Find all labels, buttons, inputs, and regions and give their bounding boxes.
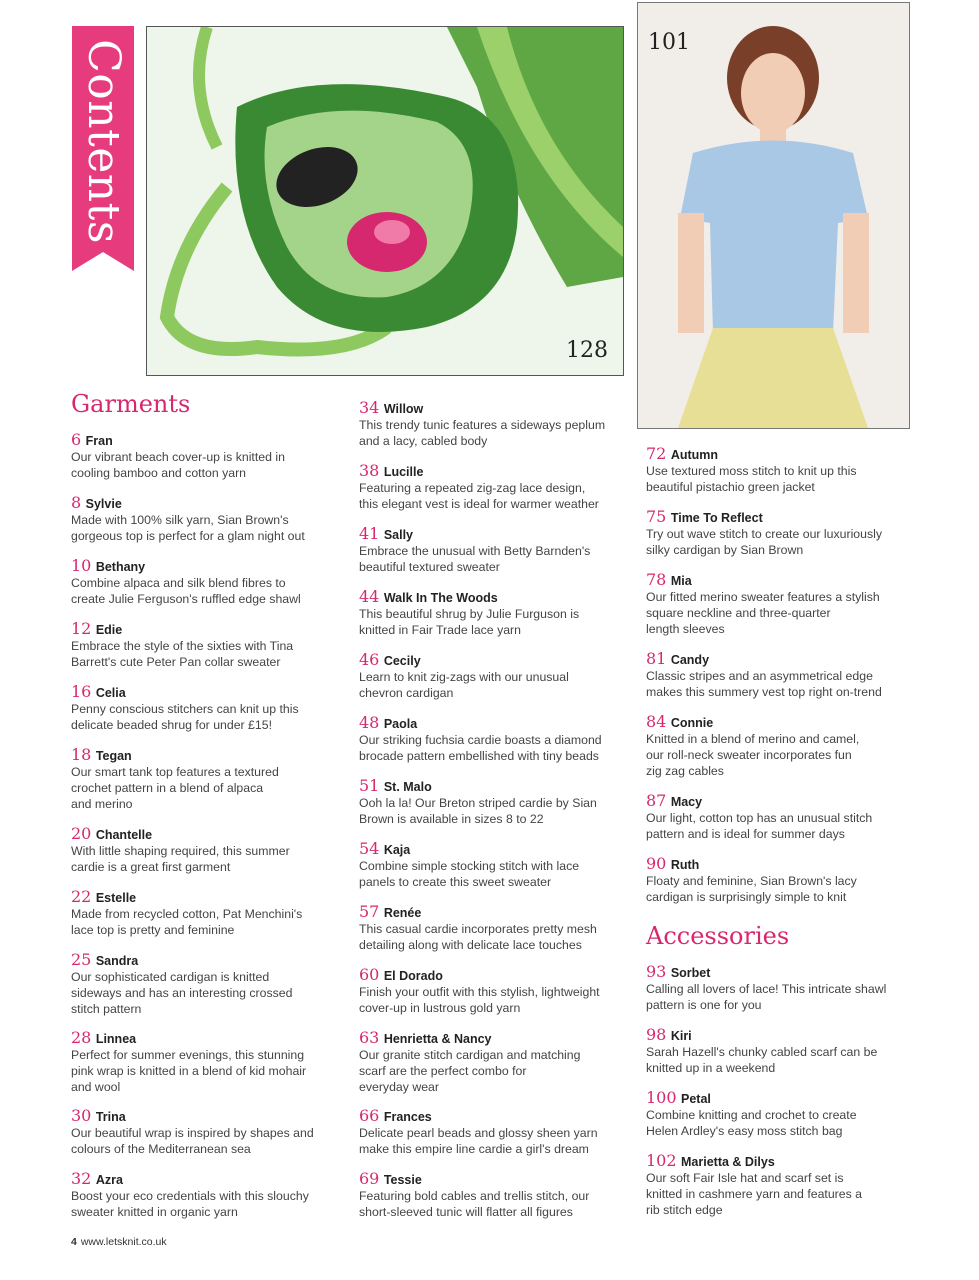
website-link[interactable]: www.letsknit.co.uk [80, 1236, 167, 1248]
contents-entry[interactable]: 20 Chantelle With little shaping required, this summer cardie is a great first garment [71, 824, 290, 874]
bag-photo [146, 26, 624, 376]
contents-entry[interactable]: 28 Linnea Perfect for summer evenings, this stunning pink wrap is knitted in a blend of kid mohair and wool [71, 1028, 307, 1094]
contents-entry[interactable]: 44 Walk In The Woods This beautiful shrug by Julie Furguson is knitted in Fair Trade lace yarn [359, 587, 580, 637]
contents-entry[interactable]: 72 Autumn Use textured moss stitch to knit up this beautiful pistachio green jacket [646, 444, 857, 494]
contents-entry[interactable]: 90 Ruth Floaty and feminine, Sian Brown's lacy cardigan is surprisingly simple to knit [646, 854, 857, 904]
contents-entry[interactable]: 98 Kiri Sarah Hazell's chunky cabled scarf can be knitted up in a weekend [646, 1025, 878, 1075]
contents-entry[interactable]: 57 Renée This casual cardie incorporates pretty mesh detailing along with delicate lace touches [359, 902, 597, 952]
contents-entry[interactable]: 81 Candy Classic stripes and an asymmetrical edge makes this summery vest top right on-trend [646, 649, 882, 699]
garments-heading: Garments [71, 390, 191, 418]
contents-ribbon [72, 26, 134, 271]
contents-entry[interactable]: 8 Sylvie Made with 100% silk yarn, Sian Brown's gorgeous top is perfect for a glam night out [71, 493, 305, 543]
contents-entry[interactable]: 48 Paola Our striking fuchsia cardie boasts a diamond brocade pattern embellished with tiny beads [359, 713, 602, 763]
contents-entry[interactable]: 100 Petal Combine knitting and crochet to create Helen Ardley's easy moss stitch bag [646, 1088, 857, 1138]
model-photo [637, 2, 910, 429]
contents-entry[interactable]: 54 Kaja Combine simple stocking stitch with lace panels to create this sweet sweater [359, 839, 580, 889]
contents-entry[interactable]: 78 Mia Our fitted merino sweater features a stylish square neckline and three-quarter length sleeves [646, 570, 880, 636]
contents-entry[interactable]: 63 Henrietta & Nancy Our granite stitch cardigan and matching scarf are the perfect combo for everyday wear [359, 1028, 581, 1094]
contents-entry[interactable]: 38 Lucille Featuring a repeated zig-zag lace design, this elegant vest is ideal for warmer weather [359, 461, 599, 511]
contents-entry[interactable]: 22 Estelle Made from recycled cotton, Pat Menchini's lace top is pretty and feminine [71, 887, 303, 937]
contents-entry[interactable]: 60 El Dorado Finish your outfit with this stylish, lightweight cover-up in lustrous gold yarn [359, 965, 600, 1015]
contents-entry[interactable]: 18 Tegan Our smart tank top features a textured crochet pattern in a blend of alpaca and merino [71, 745, 279, 811]
page-footer [71, 1236, 167, 1248]
contents-entry[interactable]: 32 Azra Boost your eco credentials with this slouchy sweater knitted in organic yarn [71, 1169, 309, 1219]
contents-entry[interactable]: 69 Tessie Featuring bold cables and trellis stitch, our short-sleeved tunic will flatter all figures [359, 1169, 590, 1219]
contents-entry[interactable]: 25 Sandra Our sophisticated cardigan is knitted sideways and has an interesting crossed stitch pattern [71, 950, 293, 1016]
contents-entry[interactable]: 34 Willow This trendy tunic features a sideways peplum and a lacy, cabled body [359, 398, 606, 448]
contents-entry[interactable]: 66 Frances Delicate pearl beads and glossy sheen yarn make this empire line cardie a girl's dream [359, 1106, 598, 1156]
contents-entry[interactable]: 93 Sorbet Calling all lovers of lace! This intricate shawl pattern is one for you [646, 962, 887, 1012]
contents-entry[interactable]: 6 Fran Our vibrant beach cover-up is knitted in cooling bamboo and cotton yarn [71, 430, 285, 480]
contents-entry[interactable]: 41 Sally Embrace the unusual with Betty Barnden's beautiful textured sweater [359, 524, 591, 574]
contents-entry[interactable]: 84 Connie Knitted in a blend of merino and camel, our roll-neck sweater incorporates fun zig zag cables [646, 712, 860, 778]
contents-entry[interactable]: 16 Celia Penny conscious stitchers can knit up this delicate beaded shrug for under £15! [71, 682, 299, 732]
contents-entry[interactable]: 46 Cecily Learn to knit zig-zags with our unusual chevron cardigan [359, 650, 569, 700]
contents-entry[interactable]: 10 Bethany Combine alpaca and silk blend fibres to create Julie Ferguson's ruffled edge shawl [71, 556, 301, 606]
contents-entry[interactable]: 75 Time To Reflect Try out wave stitch to create our luxuriously silky cardigan by Sian Brown [646, 507, 883, 557]
page-number: 4 [71, 1236, 77, 1248]
bag-page-callout: 128 [566, 338, 608, 363]
contents-entry[interactable]: 102 Marietta & Dilys Our soft Fair Isle hat and scarf set is knitted in cashmere yarn and features a rib stitch edge [646, 1151, 863, 1217]
model-page-callout: 101 [648, 30, 690, 55]
contents-entry[interactable]: 87 Macy Our light, cotton top has an unusual stitch pattern and is ideal for summer days [646, 791, 873, 841]
contents-entry[interactable]: 30 Trina Our beautiful wrap is inspired by shapes and colours of the Mediterranean sea [71, 1106, 314, 1156]
contents-entry[interactable]: 51 St. Malo Ooh la la! Our Breton striped cardie by Sian Brown is available in sizes 8 to 22 [359, 776, 597, 826]
accessories-heading: Accessories [646, 922, 790, 950]
contents-entry[interactable]: 12 Edie Embrace the style of the sixties with Tina Barrett's cute Peter Pan collar sweater [71, 619, 294, 669]
section-label: Contents [77, 38, 129, 244]
